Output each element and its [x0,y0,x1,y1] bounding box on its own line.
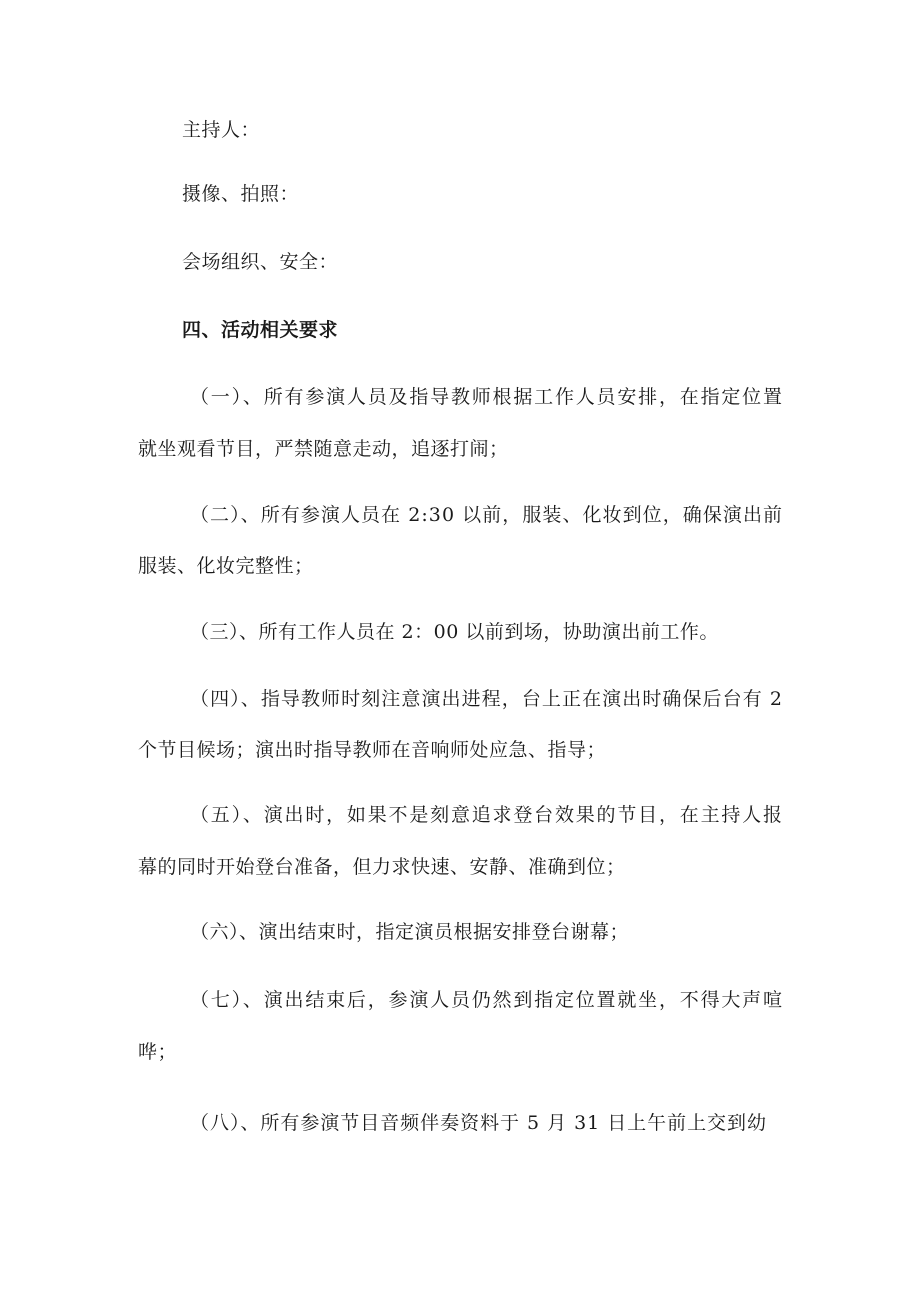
role-host: 主持人： [182,119,261,141]
requirement-5-line-1: （五）、演出时，如果不是刻意追求登台效果的节目，在主持人报 [190,804,784,826]
requirement-7-line-1: （七）、演出结束后，参演人员仍然到指定位置就坐，不得大声喧 [190,989,784,1011]
role-camera: 摄像、拍照： [182,183,300,205]
requirement-3-line-1: （三）、所有工作人员在 2：00 以前到场，协助演出前工作。 [190,621,719,643]
requirement-7-line-2: 哗； [138,1041,178,1063]
requirement-8-line-1: （八）、所有参演节目音频伴奏资料于 5 月 31 日上午前上交到幼 [190,1112,767,1134]
requirement-2-line-2: 服装、化妆完整性； [138,555,314,577]
requirement-1-line-2: 就坐观看节目，严禁随意走动，追逐打闹； [138,438,509,460]
requirement-6-line-1: （六）、演出结束时，指定演员根据安排登台谢幕； [190,921,630,943]
requirement-4-line-2: 个节目候场；演出时指导教师在音响师处应急、指导； [138,739,607,761]
requirement-5-line-2: 幕的同时开始登台准备，但力求快速、安静、准确到位； [138,856,626,878]
requirement-2-line-1: （二）、所有参演人员在 2:30 以前，服装、化妆到位，确保演出前 [190,504,784,526]
requirement-4-line-1: （四）、指导教师时刻注意演出进程，台上正在演出时确保后台有 2 [190,688,784,710]
requirement-1-line-1: （一）、所有参演人员及指导教师根据工作人员安排，在指定位置 [190,386,784,408]
role-venue-safety: 会场组织、安全： [182,251,339,273]
section-heading: 四、活动相关要求 [182,319,339,341]
